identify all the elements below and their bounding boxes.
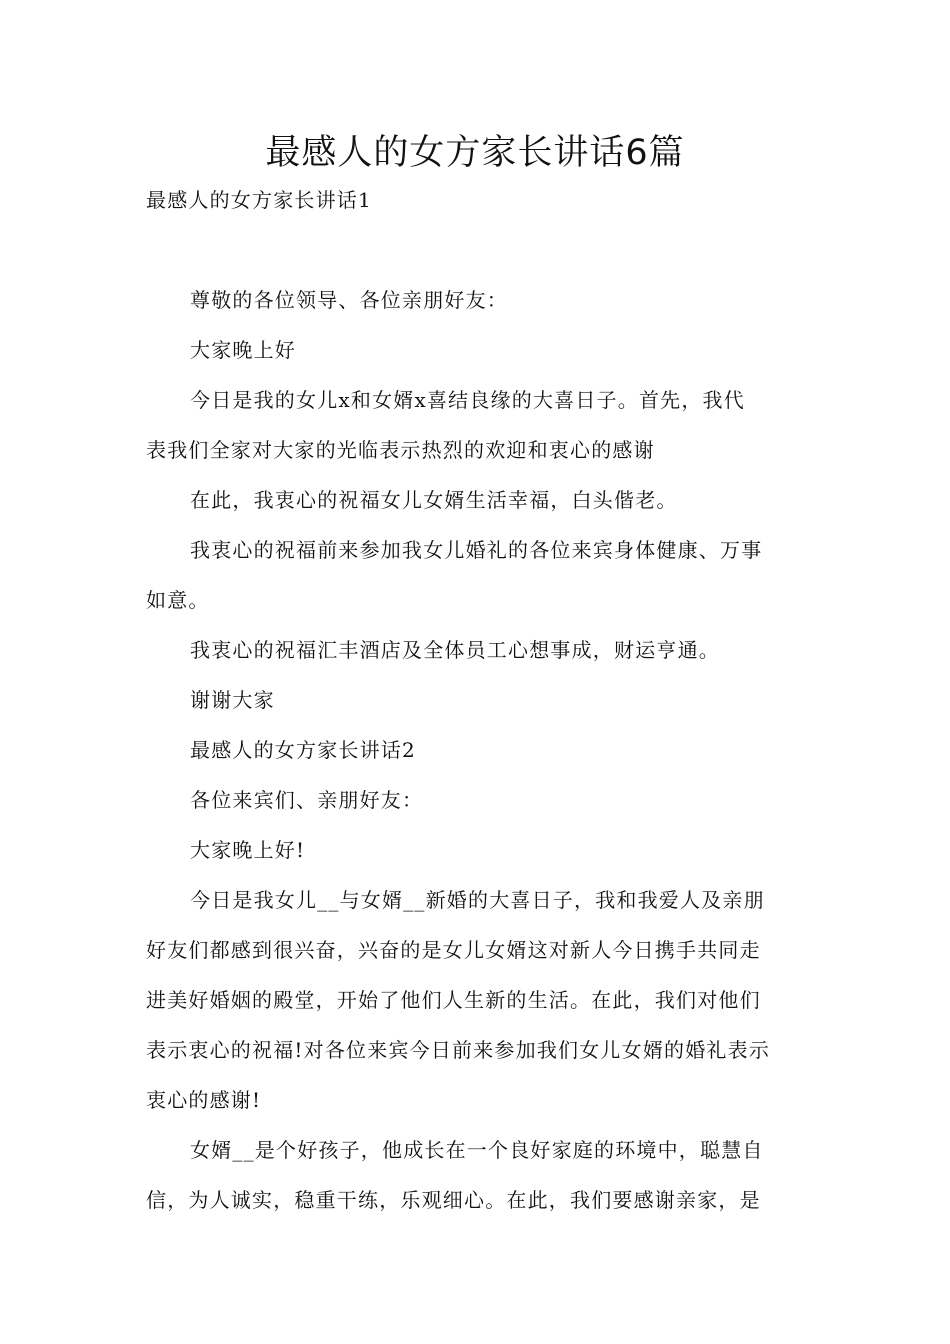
paragraph-line: 如意。 xyxy=(146,588,210,612)
paragraph-line: 今日是我女儿__与女婿__新婚的大喜日子，我和我爱人及亲朋 xyxy=(190,888,765,912)
paragraph-line: 谢谢大家 xyxy=(190,688,275,712)
paragraph-line: 我衷心的祝福前来参加我女儿婚礼的各位来宾身体健康、万事 xyxy=(190,538,763,562)
paragraph-line: 各位来宾们、亲朋好友： xyxy=(190,788,424,812)
document-title: 最感人的女方家长讲话6篇 xyxy=(265,133,685,173)
paragraph-line: 大家晚上好! xyxy=(190,838,306,862)
paragraph-line: 今日是我的女儿x和女婿x喜结良缘的大喜日子。首先，我代 xyxy=(190,388,745,412)
paragraph-line: 进美好婚姻的殿堂，开始了他们人生新的生活。在此，我们对他们 xyxy=(146,988,761,1012)
paragraph-line: 我衷心的祝福汇丰酒店及全体员工心想事成，财运亨通。 xyxy=(190,638,720,662)
section-heading-1: 最感人的女方家长讲话1 xyxy=(146,188,372,212)
section-heading-2: 最感人的女方家长讲话2 xyxy=(190,738,416,762)
paragraph-line: 尊敬的各位领导、各位亲朋好友： xyxy=(190,288,508,312)
paragraph-line: 在此，我衷心的祝福女儿女婿生活幸福，白头偕老。 xyxy=(190,488,678,512)
paragraph-line: 衷心的感谢! xyxy=(146,1088,262,1112)
paragraph-line: 女婿__是个好孩子，他成长在一个良好家庭的环境中，聪慧自 xyxy=(190,1138,764,1162)
paragraph-line: 好友们都感到很兴奋，兴奋的是女儿女婿这对新人今日携手共同走 xyxy=(146,938,761,962)
paragraph-line: 大家晚上好 xyxy=(190,338,296,362)
paragraph-line: 信，为人诚实，稳重干练，乐观细心。在此，我们要感谢亲家，是 xyxy=(146,1188,761,1212)
paragraph-line: 表我们全家对大家的光临表示热烈的欢迎和衷心的感谢 xyxy=(146,438,655,462)
paragraph-line: 表示衷心的祝福!对各位来宾今日前来参加我们女儿女婿的婚礼表示 xyxy=(146,1038,771,1062)
